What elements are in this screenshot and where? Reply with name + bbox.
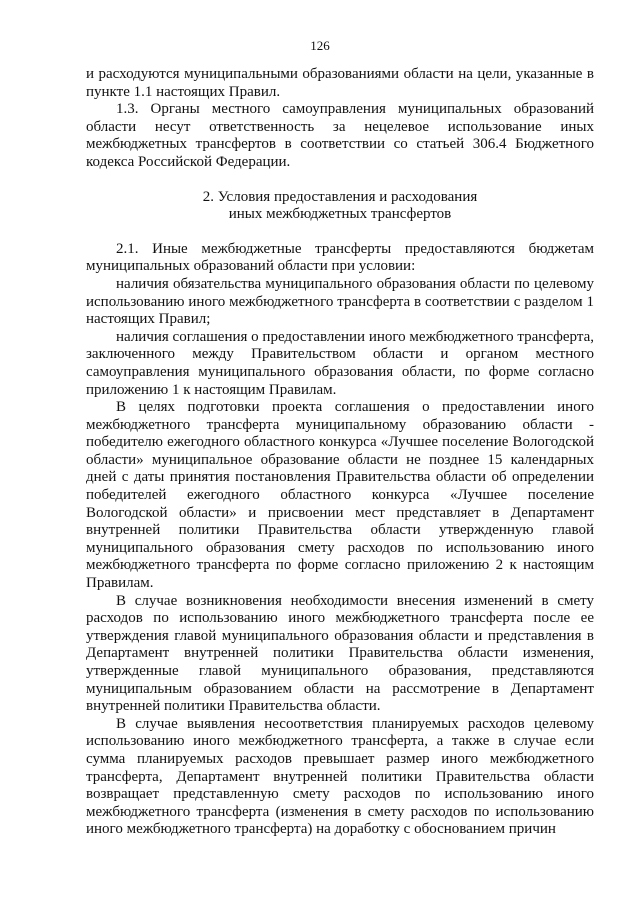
paragraph-discrepancy: В случае выявления несоответствия планируемых расходов целевому использованию иного межбюджетного трансферта, а также в случае если сумма планируемых расходов превышает размер иного межбюджетного трансферта, Департамент внутренней политики Правительства области возвращает представленную смету расходов по использованию иного межбюджетного трансферта (изменения в смету расходов по использованию иного межбюджетного трансферта) на доработку с обоснованием причин: [86, 715, 594, 838]
document-body: [86, 66, 594, 839]
section-heading-line-2: иных межбюджетных трансфертов: [228, 206, 452, 223]
section-heading: [86, 189, 594, 224]
paragraph-condition-obligation: наличия обязательства муниципального образования области по целевому использованию иного межбюджетного трансферта в соответствии с разделом 1 настоящих Правил;: [86, 275, 594, 328]
paragraph-condition-agreement: наличия соглашения о предоставлении иного межбюджетного трансферта, заключенного между Правительством области и органом местного самоуправления муниципального образования области, по форме согласно приложению 1 к настоящим Правилам.: [86, 328, 594, 398]
paragraph-2-1: 2.1. Иные межбюджетные трансферты предоставляются бюджетам муниципальных образований области при условии:: [86, 240, 594, 275]
paragraph-estimate-changes: В случае возникновения необходимости внесения изменений в смету расходов по использованию иного межбюджетного трансферта после ее утверждения главой муниципального образования области и представления в Департамент внутренней политики Правительства области изменения, утвержденные главой муниципального образования, представляются муниципальным образованием области на рассмотрение в Департамент внутренней политики Правительства области.: [86, 592, 594, 715]
paragraph-agreement-preparation: В целях подготовки проекта соглашения о предоставлении иного межбюджетного трансферта муниципальному образованию области - победителю ежегодного областного конкурса «Лучшее поселение Вологодской области» муниципальное образование области не позднее 15 календарных дней с даты принятия постановления Правительства области об определении победителей ежегодного областного конкурса «Лучшее поселение Вологодской области» и присвоении мест представляет в Департамент внутренней политики Правительства области утвержденную главой муниципального образования смету расходов по использованию иного межбюджетного трансферта по форме согласно приложению 2 к настоящим Правилам.: [86, 399, 594, 592]
section-heading-line-1: 2. Условия предоставления и расходования: [202, 188, 478, 205]
paragraph-continuation: и расходуются муниципальными образованиями области на цели, указанные в пункте 1.1 настоящих Правил.: [86, 66, 594, 100]
paragraph-1-3: 1.3. Органы местного самоуправления муниципальных образований области несут ответственность за нецелевое использование иных межбюджетных трансфертов в соответствии со статьей 306.4 Бюджетного кодекса Российской Федерации.: [86, 101, 594, 170]
page-number: 126: [310, 38, 330, 53]
